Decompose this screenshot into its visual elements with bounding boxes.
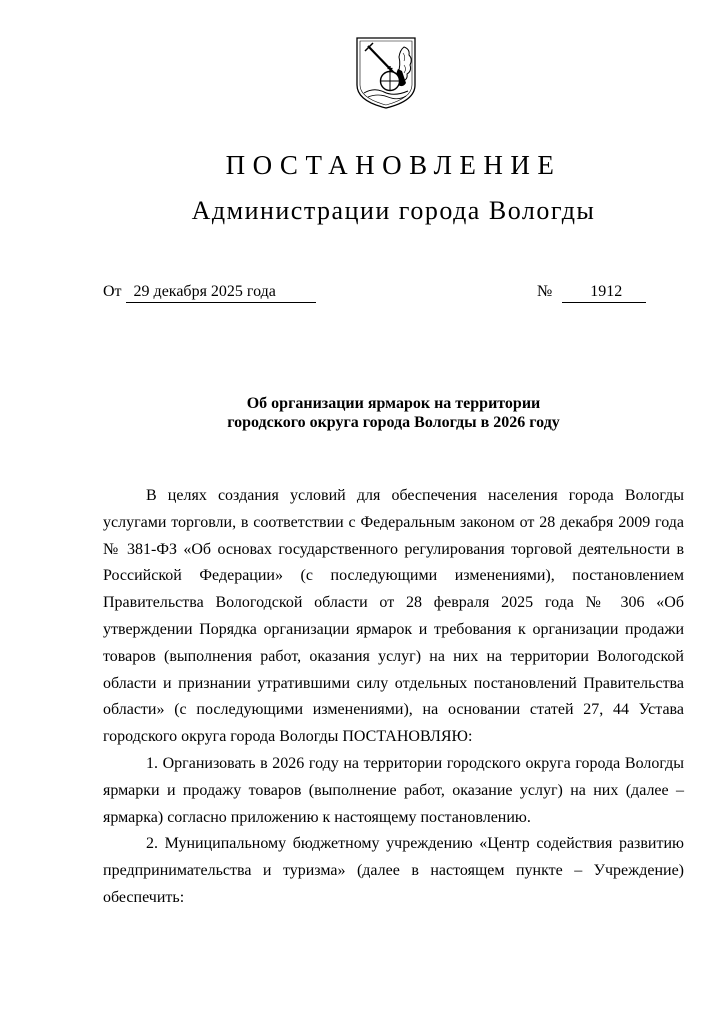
issuing-authority: Администрации города Вологды xyxy=(191,196,596,225)
number-prefix: № xyxy=(537,283,553,300)
clause-1-paragraph: 1. Организовать в 2026 году на территории городского округа города Вологды ярмарки и продажу товаров (выполнение работ, оказание услуг) на них (далее – ярмарка) согласно приложению к настоящему постановлению. xyxy=(103,754,684,826)
document-date-block xyxy=(103,283,316,303)
preamble-paragraph: В целях создания условий для обеспечения населения города Вологды услугами торговли, в соответствии с Федеральным законом от 28 декабря 2009 года № 381-ФЗ «Об основах государственного регулирования торговой деятельности в Российской Федерации» (с последующими изменениями), постановлением Правительства Вологодской области от 28 февраля 2025 года № 306 «Об утверждении Порядка организации ярмарок и требования к организации продажи товаров (выполнения работ, оказания услуг) на них на территории Вологодской области и признании утратившими силу отдельных постановлений Правительства области» (с последующими изменениями), на основании статей 27, 44 Устава городского округа города Вологды ПОСТАНОВЛЯЮ: xyxy=(103,487,684,746)
subject-line-2: городского округа города Вологды в 2026 году xyxy=(227,414,560,431)
date-prefix: От xyxy=(103,283,122,300)
document-number-block xyxy=(537,283,646,303)
subject-line-1: Об организации ярмарок на территории xyxy=(246,395,541,412)
clause-2-paragraph: 2. Муниципальному бюджетному учреждению «Центр содействия развитию предпринимательства и туризма» (далее в настоящем пункте – Учреждение) обеспечить: xyxy=(103,835,684,906)
document-date: 29 декабря 2025 года xyxy=(126,283,316,303)
vologda-coat-of-arms-icon xyxy=(354,35,418,110)
document-number: 1912 xyxy=(562,283,646,303)
document-subject xyxy=(103,394,684,432)
document-body xyxy=(103,483,684,912)
document-type-heading: ПОСТАНОВЛЕНИЕ xyxy=(225,150,562,180)
